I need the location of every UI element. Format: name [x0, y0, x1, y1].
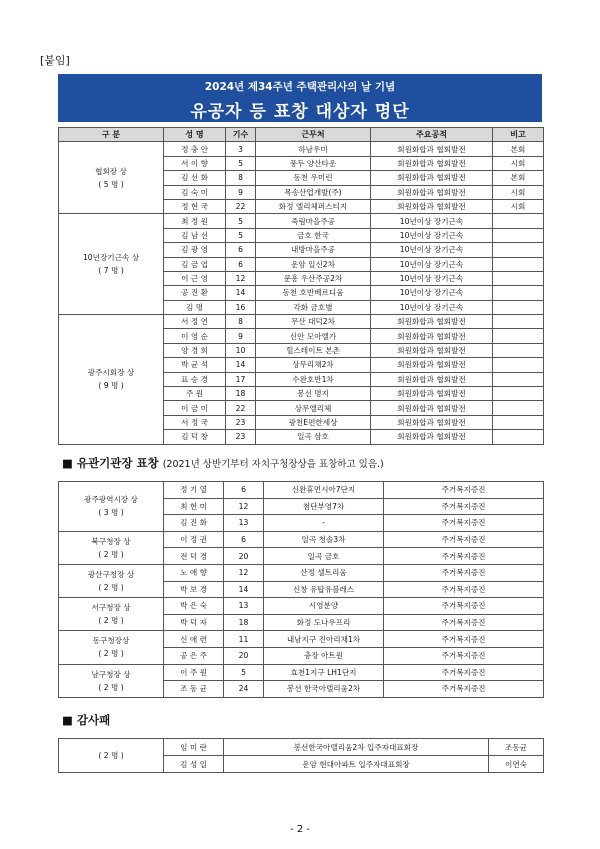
- table-row: [59, 739, 544, 756]
- header-name: 성 명: [164, 128, 226, 142]
- cell-workplace: 신완휴먼시아7단지: [264, 482, 384, 499]
- cell-cohort: 20: [224, 548, 264, 565]
- banner-title: 유공자 등 표창 대상자 명단: [190, 102, 410, 122]
- cell-workplace: 풍두 양산타운: [256, 156, 371, 170]
- header-category: 구 분: [59, 128, 164, 142]
- banner-subtitle: 2024년 제34주년 주택관리사의 날 기념: [204, 81, 396, 93]
- cell-workplace: 수완호반1차: [256, 372, 371, 386]
- cell-workplace: 상무엘리체: [256, 401, 371, 415]
- cell-achievement: 주거복지증진: [384, 515, 544, 532]
- group-label: 광주시회장 상: [87, 368, 135, 378]
- cell-name: 김 남 선: [164, 228, 226, 242]
- header-achievement: 주요공적: [371, 128, 493, 142]
- cell-remarks: [493, 343, 544, 357]
- cell-name: 김 금 엽: [164, 257, 226, 271]
- cell-achievement: 회원화합과 협회발전: [371, 185, 493, 199]
- cell-title: 운암 현대아파트 입주자대표회장: [224, 756, 489, 773]
- group-cell: [59, 664, 164, 697]
- cell-remarks: [493, 243, 544, 257]
- cell-achievement: 회원화합과 협회발전: [371, 343, 493, 357]
- cell-cohort: 5: [226, 214, 256, 228]
- cell-achievement: 10년이상 장기근속: [371, 243, 493, 257]
- table-row: [59, 315, 544, 329]
- cell-workplace: 금호 한국: [256, 228, 371, 242]
- cell-workplace: 일곡 삼호: [256, 430, 371, 444]
- cell-cohort: 23: [226, 415, 256, 429]
- table-row: [59, 214, 544, 228]
- cell-name: 신 애 련: [164, 631, 224, 648]
- cell-workplace: 내남지구 진아리채1차: [264, 631, 384, 648]
- cell-cohort: 13: [224, 598, 264, 615]
- cell-workplace: 내방마을주공: [256, 243, 371, 257]
- cell-cohort: 5: [226, 228, 256, 242]
- cell-name: 서 정 국: [164, 415, 226, 429]
- cell-achievement: 회원화합과 협회발전: [371, 315, 493, 329]
- cell-workplace: 광천E편한세상: [256, 415, 371, 429]
- award-table-agency: [58, 481, 544, 698]
- cell-workplace: 신안 모아엘가: [256, 329, 371, 343]
- cell-name: 김 진 화: [164, 515, 224, 532]
- section-heading-plaque: [62, 712, 110, 728]
- cell-remarks: 본회: [493, 171, 544, 185]
- table-header-row: [59, 128, 544, 142]
- cell-name: 정 기 열: [164, 482, 224, 499]
- cell-name: 김 숙 미: [164, 185, 226, 199]
- section-marker: ■: [62, 713, 73, 727]
- header-remarks: 비고: [493, 128, 544, 142]
- cell-cohort: 14: [226, 286, 256, 300]
- cell-achievement: 주거복지증진: [384, 631, 544, 648]
- cell-cohort: 23: [226, 430, 256, 444]
- plaque-table: [58, 738, 544, 773]
- group-count: ( 2 명 ): [98, 583, 124, 593]
- cell-achievement: 10년이상 장기근속: [371, 228, 493, 242]
- cell-cohort: 5: [226, 156, 256, 170]
- table-row: [59, 482, 544, 499]
- cell-name: 최 정 원: [164, 214, 226, 228]
- cell-cohort: 12: [226, 271, 256, 285]
- cell-achievement: 회원화합과 협회발전: [371, 387, 493, 401]
- attachment-label: [붙임]: [40, 54, 70, 67]
- cell-workplace: 각화 금호별: [256, 300, 371, 314]
- cell-name: 임 미 란: [164, 739, 224, 756]
- cell-cohort: 9: [226, 185, 256, 199]
- cell-remarks: [493, 372, 544, 386]
- table-row: [59, 664, 544, 681]
- cell-workplace: 하남우미: [256, 142, 371, 156]
- cell-name: 김 선 화: [164, 171, 226, 185]
- cell-achievement: 회원화합과 협회발전: [371, 142, 493, 156]
- section-title: 유관기관장 표창: [76, 456, 159, 470]
- cell-achievement: 주거복지증진: [384, 681, 544, 698]
- cell-remarks: [493, 358, 544, 372]
- cell-remarks: [493, 257, 544, 271]
- section-note: (2021년 상반기부터 자치구청장상을 표창하고 있음.): [162, 459, 384, 470]
- table-row: [59, 564, 544, 581]
- cell-title: 봉선한국아델리움2차 입주자대표회장: [224, 739, 489, 756]
- cell-achievement: 주거복지증진: [384, 498, 544, 515]
- cell-workplace: 문흥 우산주공2차: [256, 271, 371, 285]
- group-count: ( 5 명 ): [98, 179, 124, 189]
- cell-name: 박 은 숙: [164, 598, 224, 615]
- cell-achievement: 주거복지증진: [384, 548, 544, 565]
- cell-cohort: 24: [224, 681, 264, 698]
- cell-cohort: 3: [226, 142, 256, 156]
- cell-workplace: 목송산업개발(주): [256, 185, 371, 199]
- cell-achievement: 주거복지증진: [384, 614, 544, 631]
- cell-achievement: 10년이상 장기근속: [371, 214, 493, 228]
- cell-achievement: 회원화합과 협회발전: [371, 430, 493, 444]
- cell-name: 이 주 원: [164, 664, 224, 681]
- group-cell: [59, 564, 164, 597]
- section-marker: ■: [62, 456, 73, 470]
- cell-workplace: 화정 엘리체퍼스티지: [256, 199, 371, 213]
- cell-achievement: 주거복지증진: [384, 598, 544, 615]
- cell-name: 박 덕 자: [164, 614, 224, 631]
- group-label: 10년장기근속 상: [82, 253, 140, 263]
- table-row: [59, 631, 544, 648]
- cell-name: 노 애 향: [164, 564, 224, 581]
- group-count: ( 2 명 ): [59, 739, 164, 773]
- cell-cohort: 12: [224, 498, 264, 515]
- cell-cohort: 18: [226, 387, 256, 401]
- title-banner: [58, 74, 542, 122]
- table-row: [59, 142, 544, 156]
- group-cell: [59, 598, 164, 631]
- cell-cohort: 16: [226, 300, 256, 314]
- cell-workplace: -: [264, 515, 384, 532]
- cell-achievement: 회원화합과 협회발전: [371, 156, 493, 170]
- cell-achievement: 회원화합과 협회발전: [371, 372, 493, 386]
- cell-remarks: 조동균: [489, 739, 544, 756]
- cell-cohort: 14: [226, 358, 256, 372]
- cell-cohort: 6: [226, 257, 256, 271]
- cell-remarks: [493, 401, 544, 415]
- cell-name: 서 정 연: [164, 315, 226, 329]
- cell-name: 공 은 주: [164, 647, 224, 664]
- cell-remarks: 시회: [493, 199, 544, 213]
- group-cell: [59, 631, 164, 664]
- section-heading-agency: [62, 455, 384, 471]
- cell-name: 김 덕 창: [164, 430, 226, 444]
- cell-remarks: [493, 214, 544, 228]
- group-count: ( 2 명 ): [98, 649, 124, 659]
- cell-name: 박 보 경: [164, 581, 224, 598]
- cell-name: 이 근 영: [164, 271, 226, 285]
- cell-name: 이 정 권: [164, 531, 224, 548]
- cell-remarks: [493, 300, 544, 314]
- cell-cohort: 13: [224, 515, 264, 532]
- group-cell: [59, 214, 164, 315]
- group-count: ( 2 명 ): [98, 616, 124, 626]
- cell-achievement: 10년이상 장기근속: [371, 257, 493, 271]
- header-workplace: 근무처: [256, 128, 371, 142]
- cell-cohort: 6: [224, 531, 264, 548]
- cell-name: 조 동 균: [164, 681, 224, 698]
- cell-cohort: 12: [224, 564, 264, 581]
- cell-achievement: 회원화합과 협회발전: [371, 199, 493, 213]
- cell-remarks: [493, 228, 544, 242]
- cell-cohort: 22: [226, 401, 256, 415]
- cell-workplace: 봉선 한국아델리움2차: [264, 681, 384, 698]
- cell-workplace: 동천 호반베르디움: [256, 286, 371, 300]
- cell-achievement: 회원화합과 협회발전: [371, 171, 493, 185]
- group-label: 광주광역시장 상: [84, 495, 138, 505]
- cell-workplace: 무산 대덕2차: [256, 315, 371, 329]
- cell-achievement: 10년이상 장기근속: [371, 300, 493, 314]
- cell-workplace: 봉선 명지: [256, 387, 371, 401]
- cell-workplace: 첨단부영7차: [264, 498, 384, 515]
- cell-name: 최 현 미: [164, 498, 224, 515]
- cell-remarks: [493, 286, 544, 300]
- group-cell: [59, 531, 164, 564]
- cell-remarks: [493, 415, 544, 429]
- cell-achievement: 주거복지증진: [384, 564, 544, 581]
- cell-cohort: 8: [226, 171, 256, 185]
- cell-name: 양 경 희: [164, 343, 226, 357]
- cell-cohort: 20: [224, 647, 264, 664]
- group-count: ( 2 명 ): [98, 549, 124, 559]
- cell-remarks: 시회: [493, 156, 544, 170]
- cell-remarks: 시회: [493, 185, 544, 199]
- group-count: ( 7 명 ): [98, 266, 124, 276]
- cell-name: 이 영 순: [164, 329, 226, 343]
- cell-workplace: 산정 셀트리움: [264, 564, 384, 581]
- cell-cohort: 14: [224, 581, 264, 598]
- group-cell: [59, 142, 164, 214]
- cell-workplace: 효천1지구 LH1단지: [264, 664, 384, 681]
- cell-remarks: 본회: [493, 142, 544, 156]
- cell-workplace: 충장 아트원: [264, 647, 384, 664]
- cell-achievement: 회원화합과 협회발전: [371, 415, 493, 429]
- section-title: 감사패: [76, 713, 111, 727]
- cell-name: 전 덕 경: [164, 548, 224, 565]
- cell-achievement: 주거복지증진: [384, 647, 544, 664]
- cell-remarks: [493, 315, 544, 329]
- group-label: 협회장 상: [95, 166, 127, 176]
- cell-cohort: 6: [224, 482, 264, 499]
- cell-workplace: 죽림마을주공: [256, 214, 371, 228]
- cell-cohort: 6: [226, 243, 256, 257]
- cell-name: 김 성 일: [164, 756, 224, 773]
- cell-name: 박 균 석: [164, 358, 226, 372]
- cell-remarks: [493, 387, 544, 401]
- cell-workplace: 시영분양: [264, 598, 384, 615]
- cell-name: 주 원: [164, 387, 226, 401]
- cell-achievement: 주거복지증진: [384, 531, 544, 548]
- group-label: 서구청장 상: [91, 603, 131, 613]
- cell-remarks: 이연숙: [489, 756, 544, 773]
- cell-name: 서 이 향: [164, 156, 226, 170]
- cell-cohort: 18: [224, 614, 264, 631]
- group-label: 남구청장 상: [91, 669, 131, 679]
- table-row: [59, 531, 544, 548]
- cell-name: 이 금 미: [164, 401, 226, 415]
- group-label: 동구청장상: [92, 636, 130, 646]
- cell-achievement: 주거복지증진: [384, 581, 544, 598]
- cell-workplace: 일곡 금호: [264, 548, 384, 565]
- cell-achievement: 회원화합과 협회발전: [371, 401, 493, 415]
- cell-achievement: 10년이상 장기근속: [371, 271, 493, 285]
- header-cohort: 기수: [226, 128, 256, 142]
- group-label: 광산구청장 상: [87, 570, 135, 580]
- cell-workplace: 일곡 청솔3차: [264, 531, 384, 548]
- group-label: 북구청장 상: [91, 536, 131, 546]
- cell-remarks: [493, 271, 544, 285]
- cell-cohort: 17: [226, 372, 256, 386]
- cell-cohort: 9: [226, 329, 256, 343]
- cell-name: 김 명: [164, 300, 226, 314]
- cell-name: 정 현 국: [164, 199, 226, 213]
- cell-cohort: 10: [226, 343, 256, 357]
- cell-cohort: 11: [224, 631, 264, 648]
- cell-cohort: 22: [226, 199, 256, 213]
- award-table-main: [58, 127, 544, 445]
- cell-remarks: [493, 329, 544, 343]
- cell-name: 정 충 안: [164, 142, 226, 156]
- cell-name: 표 승 경: [164, 372, 226, 386]
- group-cell: [59, 482, 164, 532]
- cell-achievement: 10년이상 장기근속: [371, 286, 493, 300]
- page-number: - 2 -: [290, 824, 310, 835]
- cell-name: 김 광 영: [164, 243, 226, 257]
- cell-achievement: 주거복지증진: [384, 482, 544, 499]
- cell-workplace: 힐스테이트 본촌: [256, 343, 371, 357]
- cell-workplace: 운암 일신2차: [256, 257, 371, 271]
- cell-achievement: 회원화합과 협회발전: [371, 329, 493, 343]
- group-count: ( 9 명 ): [98, 381, 124, 391]
- cell-achievement: 주거복지증진: [384, 664, 544, 681]
- cell-workplace: 화정 도나우프리: [264, 614, 384, 631]
- cell-name: 공 진 환: [164, 286, 226, 300]
- cell-achievement: 회원화합과 협회발전: [371, 358, 493, 372]
- cell-workplace: 상무리채2차: [256, 358, 371, 372]
- cell-remarks: [493, 430, 544, 444]
- cell-workplace: 동천 우미린: [256, 171, 371, 185]
- group-cell: [59, 315, 164, 445]
- cell-workplace: 신창 유탑유블레스: [264, 581, 384, 598]
- table-row: [59, 598, 544, 615]
- group-count: ( 3 명 ): [98, 508, 124, 518]
- cell-cohort: 5: [224, 664, 264, 681]
- group-count: ( 2 명 ): [98, 682, 124, 692]
- cell-cohort: 8: [226, 315, 256, 329]
